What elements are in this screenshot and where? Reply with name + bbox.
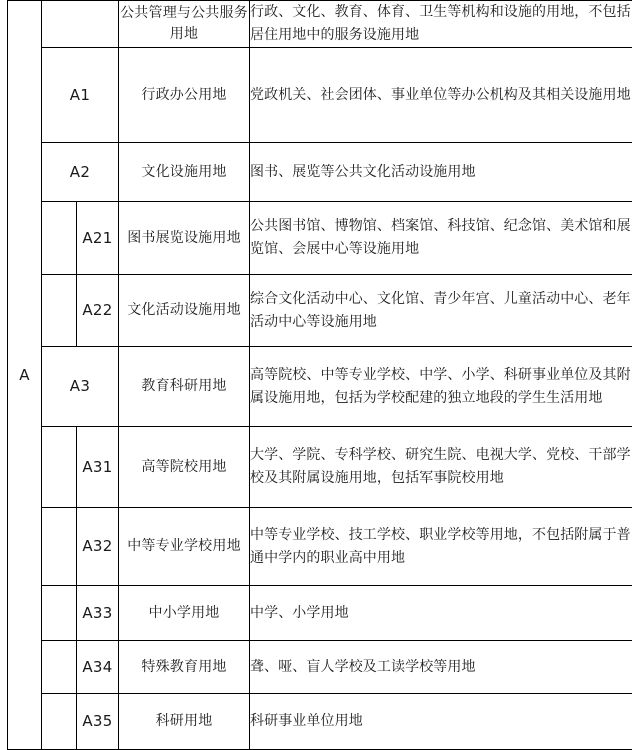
cell-code-level3: A35 (77, 694, 119, 750)
table-row (8, 508, 632, 586)
cell-code-level2 (42, 202, 77, 275)
cell-description: 综合文化活动中心、文化馆、青少年宫、儿童活动中心、老年活动中心等设施用地 (250, 275, 632, 347)
cell-code-level2 (42, 275, 77, 347)
cell-description: 中学、小学用地 (250, 586, 632, 641)
cell-name: 中等专业学校用地 (119, 508, 250, 586)
cell-code-level2 (42, 1, 119, 48)
cell-name: 教育科研用地 (119, 347, 250, 427)
cell-description: 图书、展览等公共文化活动设施用地 (250, 143, 632, 202)
cell-code-level2: A2 (42, 143, 119, 202)
table-row (8, 347, 632, 427)
table-row (8, 694, 632, 750)
cell-code-level3: A21 (77, 202, 119, 275)
cell-code-level3: A34 (77, 641, 119, 694)
cell-description: 科研事业单位用地 (250, 694, 632, 750)
cell-name: 图书展览设施用地 (119, 202, 250, 275)
cell-description: 大学、学院、专科学校、研究生院、电视大学、党校、干部学校及其附属设施用地，包括军事院校用地 (250, 427, 632, 508)
cell-description: 高等院校、中等专业学校、中学、小学、科研事业单位及其附属设施用地，包括为学校配建的独立地段的学生生活用地 (250, 347, 632, 427)
cell-description: 党政机关、社会团体、事业单位等办公机构及其相关设施用地 (250, 48, 632, 143)
cell-code-level2 (42, 641, 77, 694)
table-row (8, 143, 632, 202)
land-use-classification-table (7, 0, 632, 750)
cell-code-level2: A3 (42, 347, 119, 427)
table-row (8, 641, 632, 694)
table-row (8, 586, 632, 641)
cell-name: 特殊教育用地 (119, 641, 250, 694)
cell-code-level3: A22 (77, 275, 119, 347)
cell-name: 科研用地 (119, 694, 250, 750)
cell-code-level2 (42, 586, 77, 641)
cell-code-level3: A32 (77, 508, 119, 586)
cell-name: 文化设施用地 (119, 143, 250, 202)
table-row (8, 427, 632, 508)
cell-code-level2 (42, 694, 77, 750)
cell-name: 高等院校用地 (119, 427, 250, 508)
cell-name: 文化活动设施用地 (119, 275, 250, 347)
cell-code-level2: A1 (42, 48, 119, 143)
cell-description: 公共图书馆、博物馆、档案馆、科技馆、纪念馆、美术馆和展览馆、会展中心等设施用地 (250, 202, 632, 275)
cell-code-level3: A31 (77, 427, 119, 508)
table-row (8, 202, 632, 275)
table-row (8, 1, 632, 48)
cell-description: 聋、哑、盲人学校及工读学校等用地 (250, 641, 632, 694)
table-row (8, 275, 632, 347)
cell-name: 公共管理与公共服务用地 (119, 1, 250, 48)
table-row (8, 48, 632, 143)
cell-code-level2 (42, 508, 77, 586)
cell-name: 中小学用地 (119, 586, 250, 641)
cell-name: 行政办公用地 (119, 48, 250, 143)
cell-description: 中等专业学校、技工学校、职业学校等用地，不包括附属于普通中学内的职业高中用地 (250, 508, 632, 586)
cell-code-level3: A33 (77, 586, 119, 641)
cell-code-level1: A (8, 1, 42, 750)
cell-code-level2 (42, 427, 77, 508)
cell-description: 行政、文化、教育、体育、卫生等机构和设施的用地，不包括居住用地中的服务设施用地 (250, 1, 632, 48)
